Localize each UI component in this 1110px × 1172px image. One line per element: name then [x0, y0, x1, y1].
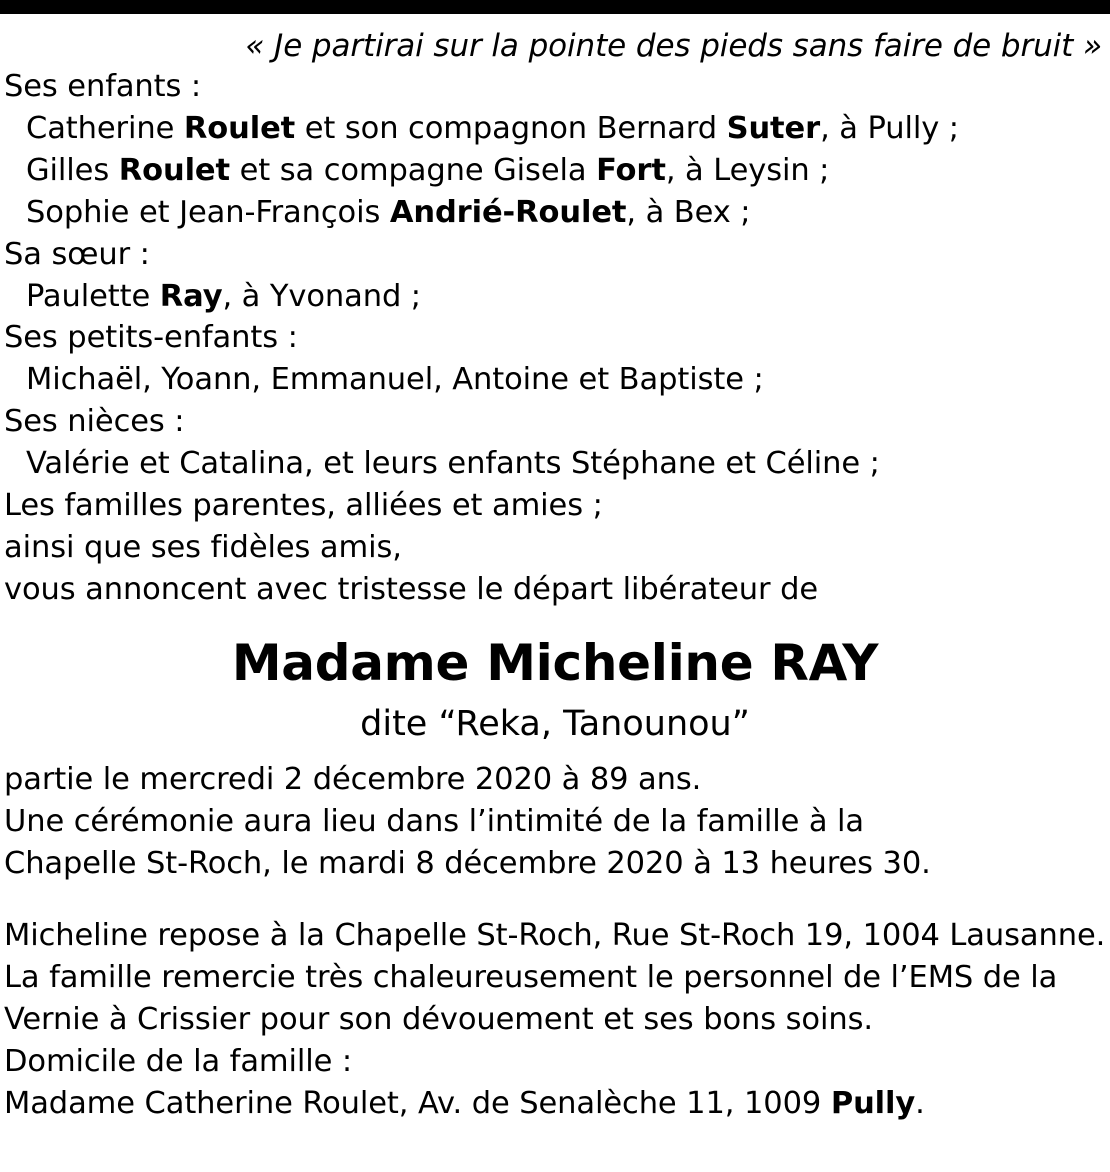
text-run: Micheline repose à la Chapelle St-Roch, Rue St-Roch 19, 1004 Lausanne.	[4, 917, 1106, 953]
text-run: Valérie et Catalina, et leurs enfants Stéphane et Céline ;	[26, 446, 880, 482]
family-member-line	[4, 150, 1106, 192]
emphasised-name: Suter	[726, 110, 821, 146]
text-run: , à Yvonand ;	[222, 278, 421, 314]
emphasised-name: Roulet	[118, 152, 230, 188]
top-rule-divider	[0, 0, 1110, 14]
text-run: Gilles	[26, 152, 119, 188]
emphasised-name: Fort	[596, 152, 666, 188]
text-run: et son compagnon Bernard	[295, 110, 727, 146]
text-run: Vernie à Crissier pour son dévouement et ses bons soins.	[4, 1001, 873, 1037]
family-member-line	[4, 359, 1106, 401]
death-detail-line: Chapelle St-Roch, le mardi 8 décembre 2020 à 13 heures 30.	[4, 845, 931, 881]
text-run: Domicile de la famille :	[4, 1043, 353, 1079]
death-details	[4, 759, 1106, 885]
family-section-heading: Ses enfants :	[4, 68, 202, 104]
emphasised-name: Roulet	[183, 110, 296, 146]
emphasised-name: Ray	[159, 278, 223, 314]
epitaph-quote: « Je partirai sur la pointe des pieds sans faire de bruit »	[245, 28, 1102, 64]
announcement-line: Les familles parentes, alliées et amies ;	[4, 488, 603, 524]
deceased-alias: dite “Reka, Tanounou”	[360, 704, 750, 744]
text-run: Catherine	[26, 110, 184, 146]
text-run: et sa compagne Gisela	[230, 152, 597, 188]
closing-information	[4, 915, 1106, 1125]
closing-line	[4, 999, 1106, 1041]
emphasised-name: Pully	[830, 1085, 916, 1121]
closing-line	[4, 1083, 1106, 1125]
text-run: , à Pully ;	[820, 110, 959, 146]
text-run: Michaël, Yoann, Emmanuel, Antoine et Baptiste ;	[26, 362, 764, 398]
family-sections	[4, 66, 1106, 485]
deceased-name: Madame Micheline RAY	[231, 634, 879, 692]
family-member-line	[4, 443, 1106, 485]
family-member-line	[4, 276, 1106, 318]
announcement-line: ainsi que ses fidèles amis,	[4, 530, 402, 566]
text-run: Madame Catherine Roulet, Av. de Senalèche 11, 1009	[4, 1085, 831, 1121]
text-run: .	[915, 1085, 925, 1121]
death-detail-line: partie le mercredi 2 décembre 2020 à 89 ans.	[4, 762, 702, 797]
emphasised-name: Andrié-Roulet	[389, 194, 627, 230]
text-run: Sophie et Jean-François	[26, 194, 390, 230]
text-run: , à Leysin ;	[665, 152, 830, 188]
closing-line	[4, 957, 1106, 999]
closing-line	[4, 1041, 1106, 1083]
paragraph-spacer	[4, 885, 1106, 915]
family-section-heading: Sa sœur :	[4, 236, 150, 272]
family-member-line	[4, 108, 1106, 150]
announcement-line: vous annoncent avec tristesse le départ libérateur de	[4, 572, 819, 608]
text-run: La famille remercie très chaleureusement le personnel de l’EMS de la	[4, 959, 1058, 995]
closing-line	[4, 915, 1106, 957]
pre-announcement-lines	[4, 485, 1106, 611]
death-detail-line: Une cérémonie aura lieu dans l’intimité de la famille à la	[4, 803, 865, 839]
text-run: Paulette	[26, 278, 160, 314]
text-run: , à Bex ;	[626, 194, 751, 230]
family-member-line	[4, 192, 1106, 234]
family-section-heading: Ses nièces :	[4, 404, 185, 440]
notice-content	[0, 14, 1110, 1125]
family-section-heading: Ses petits-enfants :	[4, 320, 298, 356]
